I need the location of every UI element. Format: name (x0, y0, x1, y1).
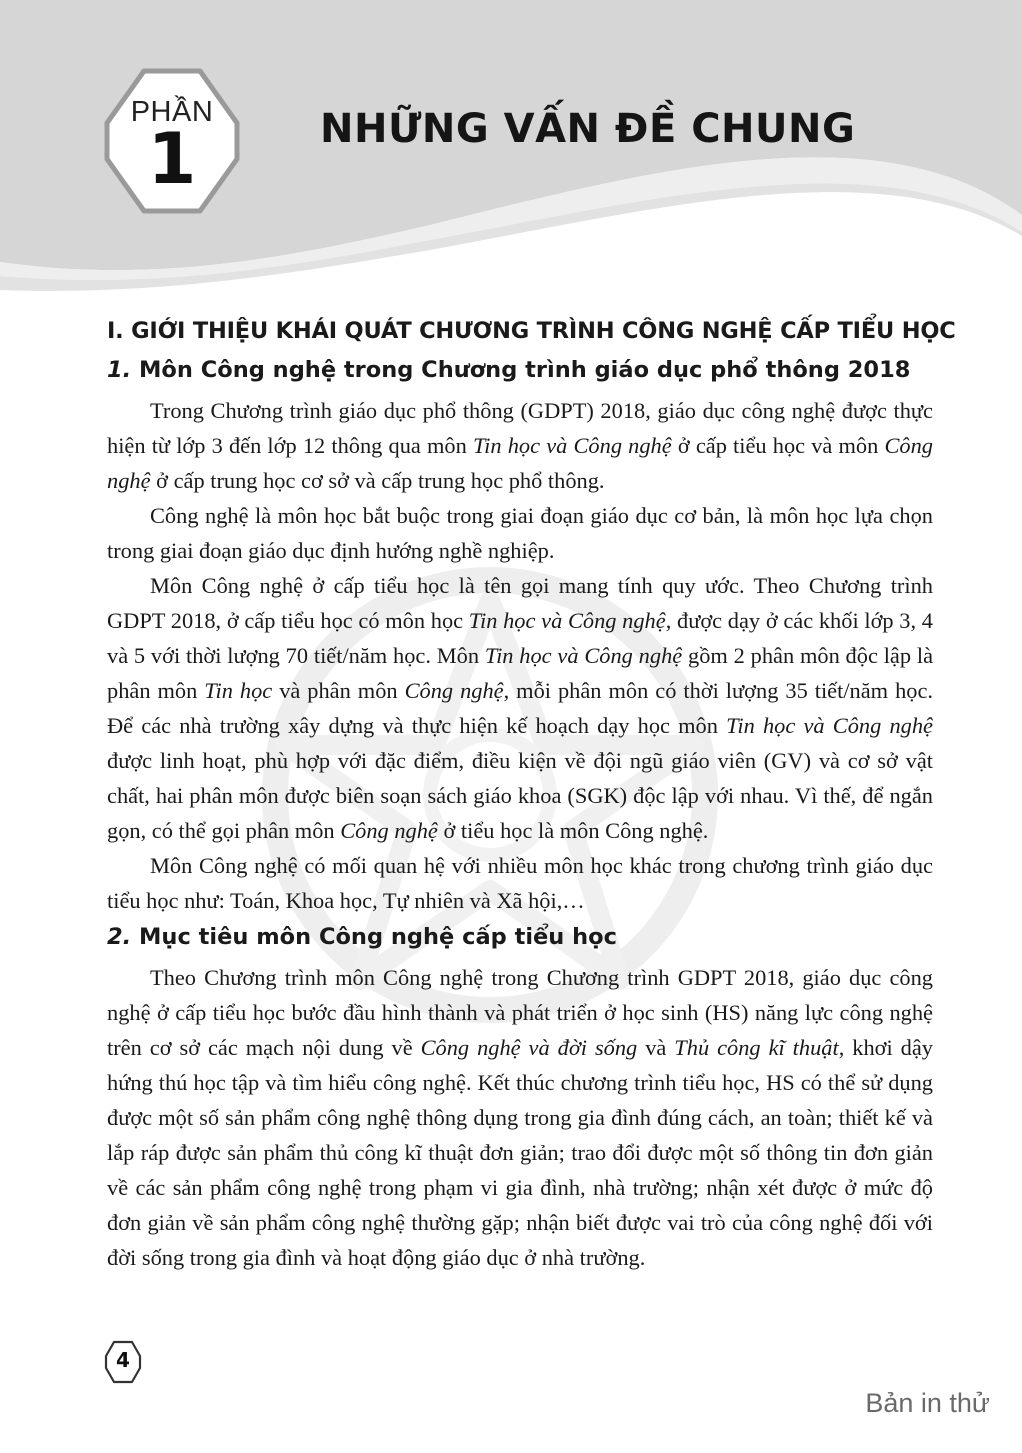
subsection-number: 1. (107, 357, 132, 383)
subsection-title: Mục tiêu môn Công nghệ cấp tiểu học (139, 924, 617, 950)
subsection-title: Môn Công nghệ trong Chương trình giáo dục phổ thông 2018 (139, 357, 911, 383)
paragraph: Công nghệ là môn học bắt buộc trong giai đoạn giáo dục cơ bản, là môn học lựa chọn trong giai đoạn giáo dục định hướng nghề nghiệp. (107, 503, 933, 563)
section-heading: I. GIỚI THIỆU KHÁI QUÁT CHƯƠNG TRÌNH CÔNG NGHỆ CẤP TIỂU HỌC (107, 318, 956, 344)
chapter-title: NHỮNG VẤN ĐỀ CHUNG (320, 106, 856, 152)
draft-label: Bản in thử (865, 1388, 990, 1418)
content-area (107, 308, 956, 1275)
paragraph: Môn Công nghệ ở cấp tiểu học là tên gọi mang tính quy ước. Theo Chương trình GDPT 2018, ở cấp tiểu học có môn học Tin học và Công nghệ, được dạy ở các khối lớp 3, 4 và 5 với thời lượng 70 tiết/năm học. Môn Tin học và Công nghệ gồm 2 phân môn độc lập là phân môn Tin học và phân môn Công nghệ, mỗi phân môn có thời lượng 35 tiết/năm học. Để các nhà trường xây dựng và thực hiện kế hoạch dạy học môn Tin học và Công nghệ được linh hoạt, phù hợp với đặc điểm, điều kiện về đội ngũ giáo viên (GV) và cơ sở vật chất, hai phân môn được biên soạn sách giáo khoa (SGK) độc lập với nhau. Vì thế, để ngắn gọn, có thể gọi phân môn Công nghệ ở tiểu học là môn Công nghệ. (107, 573, 934, 843)
page-number: 4 (116, 1348, 130, 1372)
subsection-heading-1 (107, 355, 933, 385)
paragraph: Môn Công nghệ có mối quan hệ với nhiều môn học khác trong chương trình giáo dục tiểu học như: Toán, Khoa học, Tự nhiên và Xã hội,… (107, 853, 933, 913)
part-label: PHẦN (130, 96, 214, 128)
paragraph: Trong Chương trình giáo dục phổ thông (GDPT) 2018, giáo dục công nghệ được thực hiện từ lớp 3 đến lớp 12 thông qua môn Tin học và Công nghệ ở cấp tiểu học và môn Công nghệ ở cấp trung học cơ sở và cấp trung học phổ thông. (107, 398, 934, 493)
subsection-number: 2. (107, 924, 132, 950)
paragraph: Theo Chương trình môn Công nghệ trong Chương trình GDPT 2018, giáo dục công nghệ ở cấp tiểu học bước đầu hình thành và phát triển ở học sinh (HS) năng lực công nghệ trên cơ sở các mạch nội dung về Công nghệ và đời sống và Thủ công kĩ thuật, khơi dậy hứng thú học tập và tìm hiểu công nghệ. Kết thúc chương trình tiểu học, HS có thể sử dụng được một số sản phẩm công nghệ thông dụng trong gia đình đúng cách, an toàn; thiết kế và lắp ráp được sản phẩm thủ công kĩ thuật đơn giản; trao đổi được một số thông tin đơn giản về các sản phẩm công nghệ trong phạm vi gia đình, nhà trường; nhận xét được ở mức độ đơn giản về sản phẩm công nghệ thường gặp; nhận biết được vai trò của công nghệ đối với đời sống trong gia đình và hoạt động giáo dục ở nhà trường. (107, 965, 933, 1270)
subsection-heading-2 (107, 922, 933, 952)
part-number: 1 (147, 118, 197, 200)
